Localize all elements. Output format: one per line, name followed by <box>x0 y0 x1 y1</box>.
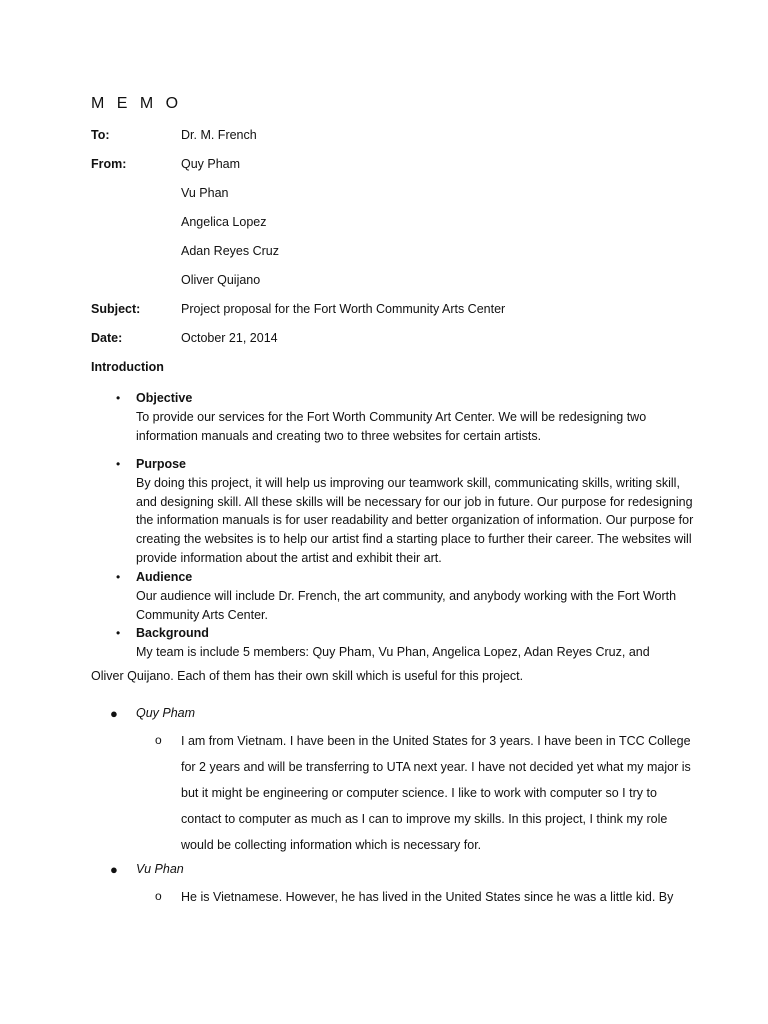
member-name: Vu Phan <box>136 862 184 876</box>
from-name-4: Adan Reyes Cruz <box>181 244 279 258</box>
section-body: My team is include 5 members: Quy Pham, Vu Phan, Angelica Lopez, Adan Reyes Cruz, and <box>136 644 650 659</box>
section-body: To provide our services for the Fort Worth Community Art Center. We will be redesigning two information manuals and creating two to three websites for certain artists. <box>136 409 647 443</box>
section-heading: Objective <box>136 391 193 405</box>
to-value: Dr. M. French <box>181 128 257 142</box>
member-description: I am from Vietnam. I have been in the United States for 3 years. I have been in TCC College for 2 years and will be transferring to UTA next year. I have not decided yet what my major is but it might be engineering or computer science. I like to work with computer so I try to contact to computer as much as I can to improve my skills. In this project, I think my role would be collecting information which is necessary for. <box>181 734 691 852</box>
introduction-heading: Introduction <box>91 360 164 374</box>
section-audience <box>116 568 696 624</box>
member-name: Quy Pham <box>136 706 196 720</box>
bullet-icon: • <box>116 570 121 584</box>
subject-value: Project proposal for the Fort Worth Community Arts Center <box>181 302 506 316</box>
bullet-icon: • <box>116 626 121 640</box>
subject-label: Subject: <box>91 302 141 316</box>
bullet-icon: • <box>116 457 121 471</box>
from-label: From: <box>91 157 127 171</box>
to-label: To: <box>91 128 110 142</box>
section-heading: Background <box>136 626 209 640</box>
section-heading: Audience <box>136 570 193 584</box>
section-body: By doing this project, it will help us improving our teamwork skill, communicating skills, writing skill, and designing skill. All these skills will be necessary for our job in future. Our purpose for redesigning the information manuals is for user readability and better organization of information. Our purpose for creating the websites is to help our artist find a starting place to further their career. The websites will provide information about the artist and exhibit their art. <box>136 475 694 565</box>
memo-title: M E M O <box>91 95 183 112</box>
member-bullet-icon: ● <box>110 706 118 721</box>
date-label: Date: <box>91 331 123 345</box>
section-heading: Purpose <box>136 457 187 471</box>
background-continuation: Oliver Quijano. Each of them has their own skill which is useful for this project. <box>91 669 524 683</box>
from-name-5: Oliver Quijano <box>181 273 261 287</box>
from-name-1: Quy Pham <box>181 157 241 171</box>
from-name-2: Vu Phan <box>181 186 229 200</box>
sub-bullet-icon: o <box>155 889 162 903</box>
from-name-3: Angelica Lopez <box>181 215 267 229</box>
section-body: Our audience will include Dr. French, the art community, and anybody working with the Fort Worth Community Arts Center. <box>136 588 677 622</box>
bullet-icon: • <box>116 391 121 405</box>
sub-bullet-icon: o <box>155 733 162 747</box>
member-bullet-icon: ● <box>110 862 118 877</box>
member-description: He is Vietnamese. However, he has lived in the United States since he was a little kid. By <box>181 890 674 904</box>
section-objective <box>116 389 696 445</box>
section-background <box>116 624 696 662</box>
date-value: October 21, 2014 <box>181 331 278 345</box>
section-purpose <box>116 455 696 568</box>
